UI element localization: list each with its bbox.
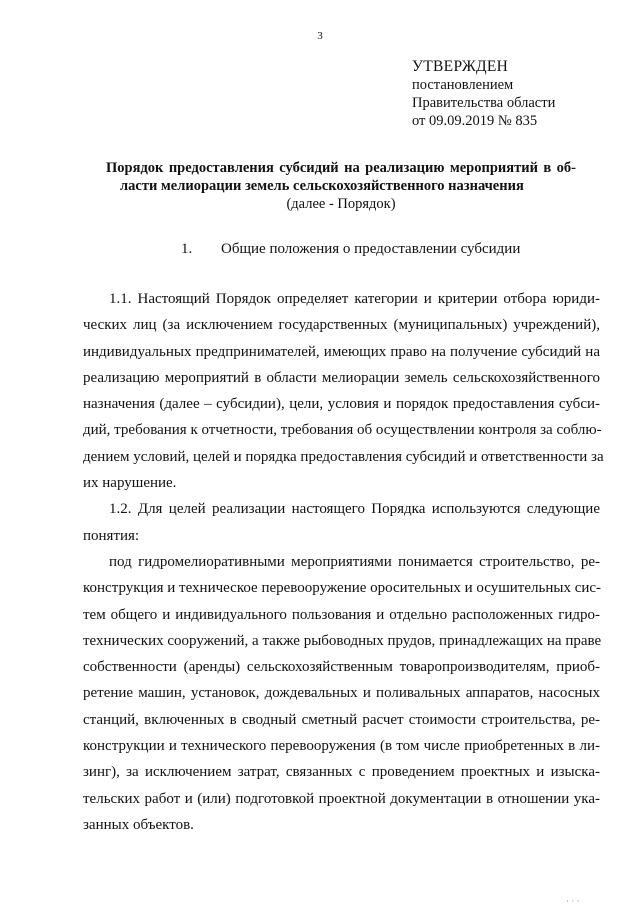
section-title: Общие положения о предоставлении субсидии	[221, 241, 521, 257]
approval-line: постановлением	[412, 77, 514, 93]
section-number: 1.	[181, 241, 193, 257]
text-line: 1.1. Настоящий Порядок определяет категории и критерии отбора юриди-	[109, 291, 600, 307]
title-line: Порядок предоставления субсидий на реализацию мероприятий в об-	[106, 160, 576, 176]
section-heading	[181, 238, 520, 260]
text-line: станций, включенных в сводный сметный расчет стоимости строительства, ре-	[83, 711, 600, 728]
text-line: тельских работ и (или) подготовкой проектной документации в отношении ука-	[83, 790, 600, 807]
text-line: 1.2. Для целей реализации настоящего Порядка используются следующие	[109, 501, 600, 518]
approval-block	[412, 58, 555, 130]
text-line: их нарушение.	[83, 475, 177, 492]
approval-date-line: от 09.09.2019 № 835	[412, 113, 538, 129]
text-line: конструкция и техническое перевооружение оросительных и осушительных сис-	[83, 580, 602, 597]
approval-heading: УТВЕРЖДЕН	[412, 58, 509, 75]
text-line: дением условий, целей и порядка предоставления субсидий и ответственности за	[83, 448, 604, 465]
title-line: ласти мелиорации земель сельскохозяйственного назначения	[120, 178, 524, 194]
text-line: ческих лиц (за исключением государственных (муниципальных) учреждений),	[83, 317, 600, 334]
text-line: индивидуальных предпринимателей, имеющих право на получение субсидий на	[83, 343, 600, 360]
text-line: собственности (аренды) сельскохозяйственным товаропроизводителям, приоб-	[83, 659, 600, 676]
document-title	[106, 159, 576, 195]
text-line: конструкции и технического перевооружения (в том числе приобретенных в ли-	[83, 738, 600, 755]
text-line: понятия:	[83, 527, 140, 544]
document-subtitle: (далее - Порядок)	[286, 196, 396, 212]
text-line: зинг), за исключением затрат, связанных с проведением проектных и изыска-	[83, 764, 600, 781]
text-line: дий, требования к отчетности, требования об осуществлении контроля за соблю-	[83, 422, 602, 439]
text-line: тем общего и индивидуального пользования и отдельно расположенных гидро-	[83, 606, 600, 623]
text-line: занных объектов.	[83, 816, 194, 833]
paragraph	[83, 496, 600, 549]
paragraph	[83, 286, 604, 496]
text-line: назначения (далее – субсидии), цели, условия и порядок предоставления субси-	[83, 396, 600, 413]
text-line: под гидромелиоративными мероприятиями понимается строительство, ре-	[109, 553, 600, 570]
approval-line: Правительства области	[412, 95, 556, 111]
paragraph	[83, 549, 600, 838]
scan-marks: · · ·	[566, 896, 580, 906]
text-line: реализацию мероприятий в области мелиорации земель сельскохозяйственного	[83, 369, 600, 386]
page-number: 3	[317, 30, 323, 42]
document-body	[83, 286, 604, 838]
text-line: ретение машин, установок, дождевальных и поливальных аппаратов, насосных	[83, 685, 600, 702]
text-line: технических сооружений, а также рыбоводных прудов, принадлежащих на праве	[83, 632, 602, 649]
